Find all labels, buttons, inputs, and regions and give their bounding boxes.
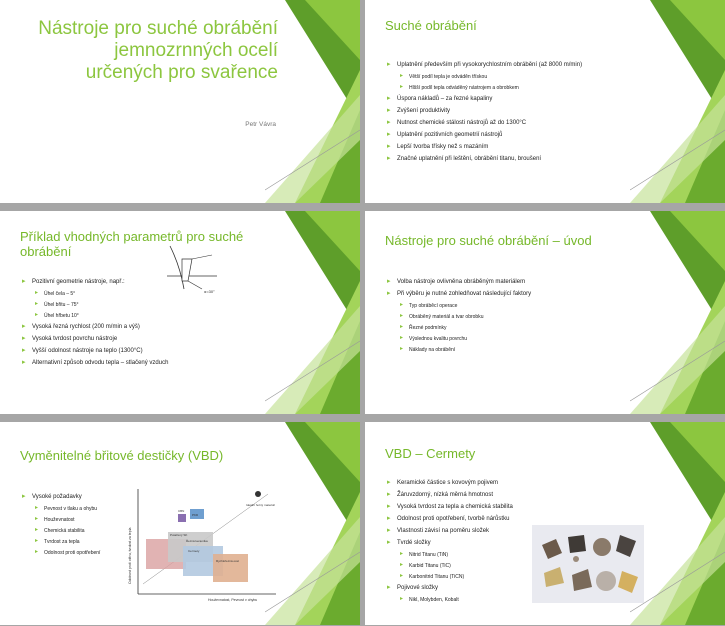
graph-box-label: Potažený SK <box>170 533 188 537</box>
bullet-item: ▸ Vysoká tvrdost povrchu nástroje <box>32 336 272 343</box>
bullet-item: ▸ Výslednou kvalitu povrchu <box>409 336 637 342</box>
bullet-item: ▸ Větší podíl tepla je odváděn třískou <box>409 74 642 80</box>
bullet-item: ▸ Vyšší odolnost nástroje na teplo (1300°C) <box>32 348 272 355</box>
bullet-item: ▸ Typ obráběcí operace <box>409 303 637 309</box>
green-decoration <box>630 211 725 414</box>
bullet-item: ▸ Houževnatost <box>44 517 132 523</box>
bullet-item: ▸ Tvrdé složky <box>397 540 637 547</box>
bullet-item: ▸ Při výběru je nutné zohledňovat následující faktory <box>397 291 637 298</box>
green-decoration <box>630 422 725 625</box>
slide-6[interactable] <box>365 422 725 625</box>
bullet-item: ▸ Obráběný materiál a tvar obrobku <box>409 314 637 320</box>
bullet-item: ▸ Úhel čela – 5° <box>44 291 272 297</box>
graph-x-label: Houževnatost, Pevnost v ohybu <box>208 598 258 602</box>
bullet-item: ▸ Volba nástroje ovlivněna obráběným materiálem <box>397 279 637 286</box>
bullet-item: ▸ Karbid Titanu (TiC) <box>409 563 637 569</box>
bullet-item: ▸ Pozitivní geometrie nástroje, např.: <box>32 279 272 286</box>
graph-box-label: Rychlořezná ocel <box>216 559 240 563</box>
green-decoration <box>265 422 360 625</box>
bullet-item: ▸ Karbonitrid Titanu (TiCN) <box>409 574 637 580</box>
bullet-item: ▸ Chemická stabilita <box>44 528 132 534</box>
slide-author: Petr Vávra <box>245 121 276 128</box>
bullet-list <box>387 279 637 358</box>
bullet-item: ▸ Vlastnosti závisí na poměru složek <box>397 528 637 535</box>
slide-1[interactable] <box>0 0 360 203</box>
bullet-item: ▸ Úhel hřbetu 10° <box>44 313 272 319</box>
bullet-item: ▸ Keramické částice s kovovým pojivem <box>397 480 637 487</box>
bullet-list <box>22 279 272 372</box>
bullet-item: ▸ Odolnost proti opotřebení, tvorbě nárůstku <box>397 516 637 523</box>
bullet-item: ▸ Vysoká řezná rychlost (200 m/min a výš) <box>32 324 272 331</box>
slide-title: Suché obrábění <box>385 18 477 33</box>
green-decoration <box>265 0 360 203</box>
bullet-item: ▸ Nitrid Titanu (TiN) <box>409 552 637 558</box>
bullet-item: ▸ Pojivové složky <box>397 585 637 592</box>
slide-3[interactable] <box>0 211 360 414</box>
slide-title: Příklad vhodných parametrů pro suché obrábění <box>20 229 244 259</box>
bullet-item: ▸ Náklady na obrábění <box>409 347 637 353</box>
bullet-list <box>387 62 642 168</box>
graph-box-label: Řezná keramika <box>186 539 208 543</box>
slide-5[interactable] <box>0 422 360 625</box>
bullet-item: ▸ Nikl, Molybden, Kobalt <box>409 597 637 603</box>
graph-box-label: CBN <box>178 509 185 513</box>
slide-4[interactable] <box>365 211 725 414</box>
bullet-item: ▸ Vysoké požadavky <box>32 494 132 501</box>
slide-title: Nástroje pro suché obrábění jemnozrnných ocelí určených pro svařence <box>38 18 278 83</box>
green-decoration <box>265 211 360 414</box>
cermet-inserts-photo <box>532 525 644 603</box>
green-decoration <box>630 0 725 203</box>
graph-y-label: Odolnost proti otěru, tvrdost za tepla <box>128 527 132 584</box>
bullet-item: ▸ Úhel břitu – 75° <box>44 302 272 308</box>
bullet-item: ▸ Pevnost v tlaku a ohybu <box>44 506 132 512</box>
bullet-item: ▸ Žáruvzdorný, nízká měrná hmotnost <box>397 492 637 499</box>
bullet-item: ▸ Vysoká tvrdost za tepla a chemická stabilita <box>397 504 637 511</box>
bullet-item: ▸ Uplatnění především při vysokorychlostním obrábění (až 8000 m/min) <box>397 62 642 69</box>
bullet-item: ▸ Odolnost proti opotřebení <box>44 550 132 556</box>
graph-box-label: PKD <box>192 513 199 517</box>
graph-box-label: Cermety <box>188 549 200 553</box>
bullet-item: ▸ Hlšší podíl tepla odváděný nástrojem a obrobkem <box>409 85 642 91</box>
slide-2[interactable] <box>365 0 725 203</box>
graph-box-label: Ideální řezný materiál <box>246 503 275 507</box>
bullet-item: ▸ Řezné podmínky <box>409 325 637 331</box>
bullet-item: ▸ Zvýšení produktivity <box>397 108 642 115</box>
cutting-materials-graph <box>128 484 278 604</box>
slide-title: Vyměnitelné břitové destičky (VBD) <box>20 448 224 463</box>
bullet-item: ▸ Nutnost chemické stálosti nástrojů až do 1300°C <box>397 120 642 127</box>
slide-title: VBD – Cermety <box>385 446 476 461</box>
bullet-item: ▸ Alternativní způsob odvodu tepla – stlačený vzduch <box>32 360 272 367</box>
bullet-item: ▸ Lepší tvorba třísky než s mazáním <box>397 144 642 151</box>
slide-title: Nástroje pro suché obrábění – úvod <box>385 233 592 248</box>
bullet-item: ▸ Úspora nákladů – za řezné kapaliny <box>397 96 642 103</box>
bullet-item: ▸ Uplatnění pozitivních geometrií nástrojů <box>397 132 642 139</box>
bullet-item: ▸ Značné uplatnění při leštění, obrábění titanu, broušení <box>397 156 642 163</box>
svg-text:α=30°: α=30° <box>204 289 215 294</box>
bullet-item: ▸ Tvrdost za tepla <box>44 539 132 545</box>
bullet-list <box>22 494 132 561</box>
